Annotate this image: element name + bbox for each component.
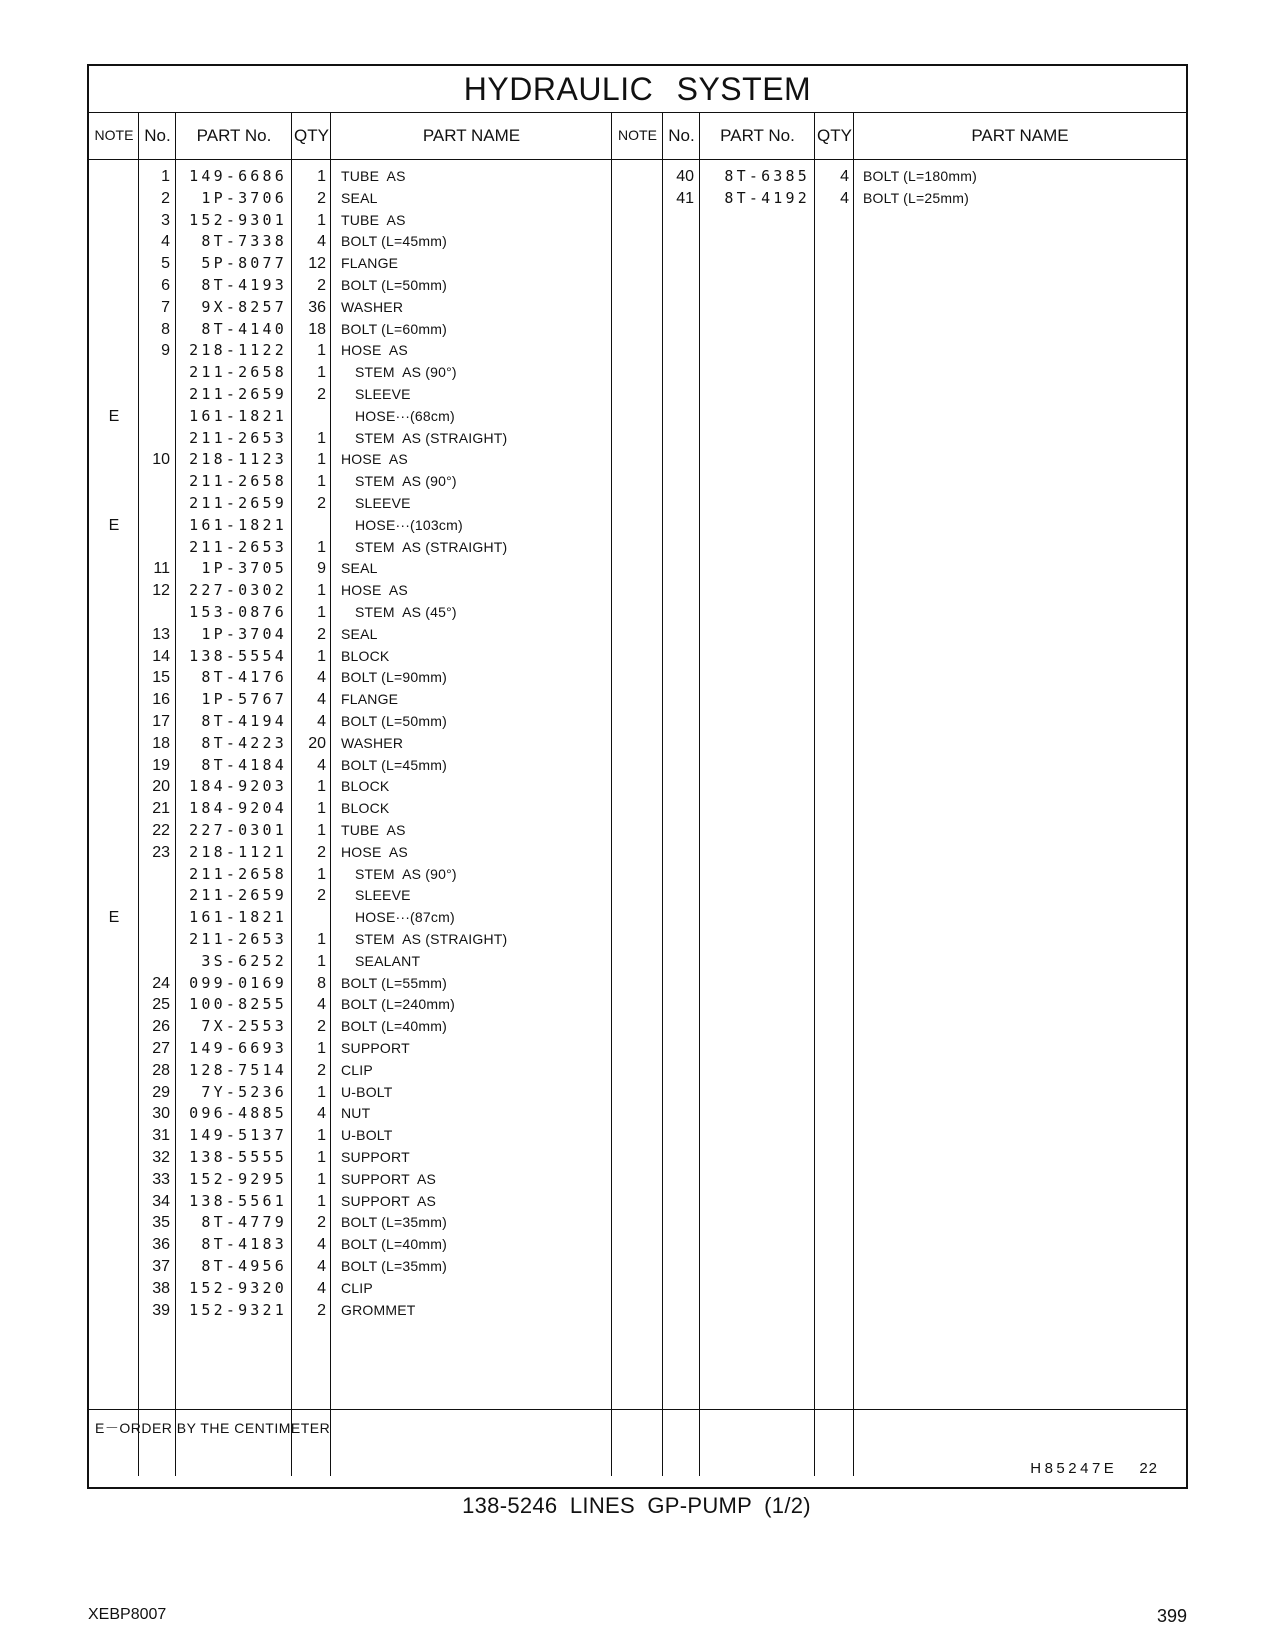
part-name-cell: BOLT (L=55mm) [341,974,447,991]
part-number-cell: 149-5137 [189,1126,287,1145]
part-number-cell: 7Y-5236 [201,1082,287,1101]
part-number-cell: 3S-6252 [201,951,287,970]
table-row [89,274,1186,297]
part-number-cell: 218-1122 [189,341,287,360]
table-row [89,579,1186,602]
table-row [89,557,1186,580]
quantity-cell: 2 [317,189,326,207]
item-number-cell: 24 [152,974,170,992]
quantity-cell: 1 [317,604,326,621]
quantity-cell: 1 [317,931,326,948]
table-row [89,1255,1186,1278]
quantity-cell: 9 [317,560,326,578]
table-row [89,601,1186,624]
part-number-cell: 8T-4192 [724,188,810,207]
item-number-cell: 13 [152,625,170,643]
item-number-cell: 2 [161,189,170,207]
quantity-cell: 2 [317,1018,326,1036]
part-name-cell: BOLT (L=25mm) [863,189,969,206]
part-name-cell: SLEEVE [355,386,411,402]
part-name-cell: BOLT (L=50mm) [341,277,447,293]
item-number-cell: 23 [152,843,170,861]
part-number-cell: 8T-4193 [201,276,287,294]
part-number-cell: 184-9203 [189,777,287,796]
item-number-cell: 33 [152,1170,170,1188]
quantity-cell: 2 [317,843,326,861]
part-number-cell: 211-2658 [189,472,287,491]
item-number-cell: 20 [152,778,170,796]
quantity-cell: 18 [308,320,326,338]
part-number-cell: 1P-5767 [201,690,287,709]
item-number-cell: 22 [152,822,170,839]
table-row [89,841,1186,864]
part-number-cell: 138-5555 [189,1148,287,1166]
table-row [89,710,1186,733]
quantity-cell: 12 [308,255,326,273]
item-number-cell: 5 [161,255,170,273]
quantity-cell: 4 [317,996,326,1014]
item-number-cell: 15 [152,669,170,687]
part-name-cell: SUPPORT [341,1149,410,1165]
quantity-cell: 4 [317,1279,326,1297]
part-name-cell: SEAL [341,560,378,577]
part-name-cell: HOSE AS [341,843,408,860]
part-number-cell: 8T-4956 [201,1257,287,1275]
part-number-cell: 211-2659 [189,494,287,512]
quantity-cell: 1 [317,538,326,556]
ref-number: 22 [1139,1460,1158,1477]
quantity-cell: 2 [317,495,326,512]
part-name-cell: TUBE AS [341,211,406,228]
part-name-cell: GROMMET [341,1301,416,1318]
header-part-name-right: PART NAME [971,126,1069,145]
item-number-cell: 34 [152,1192,170,1210]
part-name-cell: HOSE···(87cm) [355,909,455,926]
part-name-cell: CLIP [341,1061,373,1078]
quantity-cell: 2 [317,1301,326,1319]
item-number-cell: 32 [152,1149,170,1166]
part-number-cell: 218-1121 [189,842,287,861]
item-number-cell: 9 [161,342,170,360]
item-number-cell: 39 [152,1301,170,1319]
part-number-cell: 8T-7338 [201,232,287,251]
quantity-cell: 4 [317,691,326,709]
part-name-cell: CLIP [341,1279,373,1296]
part-number-cell: 211-2658 [189,864,287,883]
table-row [89,383,1186,406]
part-name-cell: STEM AS (90°) [355,473,457,490]
quantity-cell: 1 [317,1040,326,1057]
part-name-cell: BOLT (L=45mm) [341,756,447,773]
quantity-cell: 1 [317,1170,326,1188]
note-cell: E [108,516,120,534]
quantity-cell: 20 [308,734,326,752]
item-number-cell: 41 [676,189,694,207]
part-number-cell: 7X-2553 [201,1017,287,1036]
table-row [89,1233,1186,1256]
table-row [89,252,1186,275]
quantity-cell: 1 [317,211,326,229]
table-row [89,361,1186,384]
quantity-cell: 2 [317,386,326,403]
quantity-cell: 1 [317,1149,326,1166]
part-name-cell: STEM AS (STRAIGHT) [355,429,508,446]
part-number-cell: 152-9320 [189,1278,287,1297]
quantity-cell: 4 [317,756,326,774]
part-number-cell: 211-2659 [189,886,287,905]
item-number-cell: 19 [152,756,170,774]
table-row [89,688,1186,711]
part-name-cell: SUPPORT [341,1040,410,1056]
part-name-cell: U-BOLT [341,1083,393,1100]
table-row [89,906,1186,929]
part-name-cell: STEM AS (STRAIGHT) [355,538,508,555]
table-row [89,536,1186,559]
part-name-cell: NUT [341,1105,371,1122]
table-row [89,972,1186,995]
quantity-cell: 36 [308,298,326,316]
item-number-cell: 8 [161,320,170,338]
part-name-cell: BOLT (L=90mm) [341,669,447,686]
item-number-cell: 4 [161,233,170,251]
table-row [89,1081,1186,1104]
part-name-cell: BOLT (L=50mm) [341,713,447,729]
item-number-cell: 35 [152,1214,170,1232]
item-number-cell: 38 [152,1279,170,1297]
part-number-cell: 8T-4176 [201,668,287,687]
table-row [89,863,1186,886]
table-row [89,928,1186,951]
table-row [89,666,1186,689]
quantity-cell: 4 [317,1258,326,1275]
page-number: 399 [1157,1606,1188,1626]
quantity-cell: 1 [317,778,326,796]
item-number-cell: 3 [161,211,170,229]
part-name-cell: STEM AS (90°) [355,364,457,381]
part-name-cell: WASHER [341,734,404,751]
header-no: No. [144,126,171,145]
part-number-cell: 099-0169 [189,973,287,992]
part-number-cell: 8T-4223 [201,733,287,752]
table-row [89,405,1186,428]
part-name-cell: BOLT (L=45mm) [341,233,447,250]
part-number-cell: 8T-4194 [201,712,287,730]
table-row [89,1299,1186,1322]
part-number-cell: 184-9204 [189,799,287,818]
quantity-cell: 1 [317,647,326,665]
table-row [89,1146,1186,1169]
part-number-cell: 8T-4184 [201,755,287,774]
quantity-cell: 1 [317,822,326,839]
reference-code [1030,1460,1158,1477]
part-name-cell: BOLT (L=240mm) [341,996,455,1013]
quantity-cell: 4 [840,168,849,185]
part-name-cell: BOLT (L=35mm) [341,1258,447,1274]
part-number-cell: 096-4885 [189,1104,287,1123]
part-name-cell: SLEEVE [355,887,411,904]
part-name-cell: BOLT (L=40mm) [341,1018,447,1035]
table-row [89,209,1186,232]
figure-caption: 138-5246 LINES GP-PUMP (1/2) [462,1493,811,1518]
quantity-cell: 4 [317,713,326,730]
item-number-cell: 17 [152,713,170,730]
item-number-cell: 11 [153,560,170,578]
quantity-cell: 2 [317,1061,326,1079]
item-number-cell: 21 [152,800,170,818]
part-number-cell: 227-0301 [189,821,287,839]
part-number-cell: 211-2653 [189,930,287,948]
table-row [89,187,1186,210]
quantity-cell: 4 [840,189,849,207]
part-number-cell: 161-1821 [189,908,287,927]
item-number-cell: 6 [161,277,170,294]
table-row [89,645,1186,668]
part-number-cell: 161-1821 [189,515,287,534]
table-row [89,950,1186,973]
part-name-cell: SEAL [341,625,378,642]
part-name-cell: SLEEVE [355,495,411,511]
quantity-cell: 4 [317,1105,326,1123]
table-row [89,1190,1186,1213]
item-number-cell: 14 [152,647,170,665]
item-number-cell: 16 [152,691,170,709]
part-name-cell: BLOCK [341,647,390,664]
part-name-cell: HOSE···(103cm) [355,516,463,533]
part-number-cell: 8T-4779 [201,1213,287,1232]
part-name-cell: BOLT (L=60mm) [341,320,447,337]
table-row [89,165,1186,188]
item-number-cell: 27 [152,1040,170,1057]
part-number-cell: 1P-3706 [201,188,287,207]
quantity-cell: 2 [317,625,326,643]
document-id: XEBP8007 [88,1606,167,1623]
part-name-cell: HOSE AS [341,582,408,599]
part-name-cell: BLOCK [341,778,390,795]
quantity-cell: 1 [317,168,326,185]
part-number-cell: 218-1123 [189,450,287,469]
item-number-cell: 31 [152,1127,170,1145]
item-number-cell: 26 [152,1018,170,1036]
ref-code: H85247E [1030,1460,1118,1477]
part-name-cell: SEAL [341,189,378,206]
part-number-cell: 152-9321 [189,1300,287,1319]
part-name-cell: FLANGE [341,255,399,272]
part-name-cell: HOSE AS [341,342,408,359]
part-number-cell: 9X-8257 [201,297,287,316]
table-row [89,514,1186,537]
page-title: HYDRAULIC SYSTEM [89,66,1186,113]
table-row [89,1211,1186,1234]
quantity-cell: 1 [317,1083,326,1101]
table-row [89,1015,1186,1038]
quantity-cell: 1 [317,952,326,970]
item-number-cell: 28 [152,1061,170,1079]
part-name-cell: BLOCK [341,800,390,817]
quantity-cell: 1 [317,451,326,469]
column-header-row [89,112,1186,160]
item-number-cell: 10 [152,451,170,469]
part-number-cell: 1P-3704 [201,624,287,643]
part-number-cell: 152-9295 [189,1169,287,1188]
part-name-cell: STEM AS (STRAIGHT) [355,931,508,947]
part-name-cell: SEALANT [355,952,421,969]
part-number-cell: 138-5554 [189,646,287,665]
table-row [89,1124,1186,1147]
item-number-cell: 7 [161,298,170,316]
table-row [89,819,1186,842]
quantity-cell: 1 [317,800,326,818]
item-number-cell: 40 [676,168,694,185]
part-number-cell: 100-8255 [189,995,287,1014]
table-row [89,470,1186,493]
quantity-cell: 4 [317,233,326,251]
table-row [89,230,1186,253]
quantity-cell: 1 [317,429,326,447]
header-part-no-right: PART No. [720,126,795,145]
table-row [89,797,1186,820]
quantity-cell: 1 [317,364,326,382]
part-number-cell: 152-9301 [189,210,287,229]
part-number-cell: 138-5561 [189,1191,287,1210]
table-row [89,775,1186,798]
quantity-cell: 1 [317,1192,326,1210]
part-name-cell: STEM AS (45°) [355,604,457,620]
quantity-cell: 2 [317,277,326,294]
item-number-cell: 25 [152,996,170,1014]
table-row [89,993,1186,1016]
part-number-cell: 1P-3705 [201,559,287,578]
header-note: NOTE [94,127,134,143]
part-number-cell: 211-2659 [189,385,287,403]
part-name-cell: SUPPORT AS [341,1192,437,1209]
item-number-cell: 30 [152,1105,170,1123]
table-row [89,427,1186,450]
part-name-cell: SUPPORT AS [341,1170,437,1187]
quantity-cell: 2 [317,1214,326,1232]
part-number-cell: 8T-6385 [724,167,810,185]
note-cell: E [108,407,120,425]
header-part-name: PART NAME [422,126,521,145]
part-name-cell: U-BOLT [341,1127,393,1144]
header-qty-right: QTY [817,126,852,145]
item-number-cell: 29 [152,1083,170,1101]
quantity-cell: 1 [317,865,326,883]
table-row [89,754,1186,777]
table-row [89,1277,1186,1300]
item-number-cell: 36 [152,1236,170,1254]
quantity-cell: 1 [317,473,326,491]
part-name-cell: TUBE AS [341,168,406,184]
table-row [89,492,1186,515]
header-qty: QTY [294,126,329,145]
quantity-cell: 1 [317,582,326,600]
part-number-cell: 8T-4140 [201,319,287,338]
table-row [89,296,1186,319]
part-number-cell: 149-6686 [189,167,287,185]
header-note-right: NOTE [618,127,657,143]
header-no-right: No. [668,126,695,145]
part-number-cell: 149-6693 [189,1039,287,1057]
part-number-cell: 227-0302 [189,581,287,600]
parts-table-frame [87,64,1188,1489]
table-row [89,1168,1186,1191]
header-part-no: PART No. [196,126,272,145]
table-row [89,339,1186,362]
item-number-cell: 18 [152,734,170,752]
part-name-cell: TUBE AS [341,822,406,838]
part-number-cell: 211-2658 [189,363,287,382]
table-row [89,1102,1186,1125]
table-row [89,448,1186,471]
part-number-cell: 211-2653 [189,428,287,447]
part-number-cell: 211-2653 [189,537,287,556]
part-name-cell: WASHER [341,298,404,315]
item-number-cell: 37 [152,1258,170,1275]
item-number-cell: 1 [161,168,170,185]
item-number-cell: 12 [152,582,170,600]
quantity-cell: 2 [317,887,326,905]
table-row [89,732,1186,755]
part-name-cell: HOSE AS [341,451,408,468]
part-number-cell: 161-1821 [189,406,287,425]
part-name-cell: BOLT (L=40mm) [341,1236,447,1253]
table-row [89,623,1186,646]
part-number-cell: 8T-4183 [201,1235,287,1254]
quantity-cell: 1 [317,342,326,360]
footnote: E－ORDER BY THE CENTIMETER [95,1420,331,1436]
note-cell: E [108,909,120,927]
part-name-cell: STEM AS (90°) [355,865,457,882]
part-number-cell: 128-7514 [189,1060,287,1079]
quantity-cell: 8 [317,974,326,992]
quantity-cell: 4 [317,1236,326,1254]
part-name-cell: HOSE···(68cm) [355,407,455,424]
quantity-cell: 1 [317,1127,326,1145]
part-name-cell: BOLT (L=35mm) [341,1214,447,1231]
table-row [89,1037,1186,1060]
table-row [89,884,1186,907]
part-number-cell: 5P-8077 [201,254,287,273]
part-number-cell: 153-0876 [189,603,287,621]
part-name-cell: BOLT (L=180mm) [863,168,977,184]
quantity-cell: 4 [317,669,326,687]
table-body-bottom-rule [89,1409,1186,1410]
part-name-cell: FLANGE [341,691,399,708]
table-row [89,318,1186,341]
table-row [89,1059,1186,1082]
